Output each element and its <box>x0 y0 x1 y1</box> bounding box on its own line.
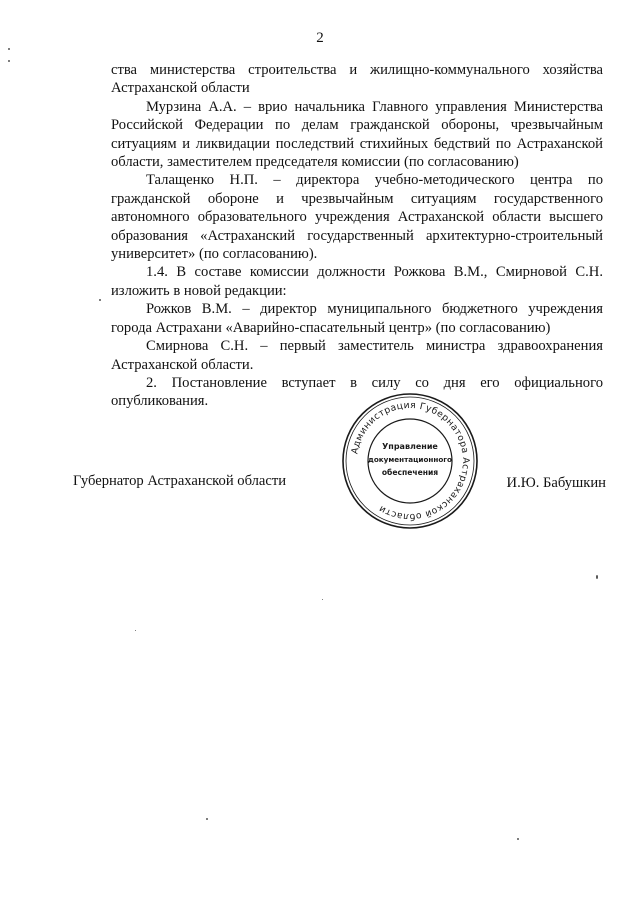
scan-speck <box>206 818 208 820</box>
signatory-name: И.Ю. Бабушкин <box>506 475 606 491</box>
paragraph-murzina: Мурзина А.А. – врио начальника Главного управления Министерства Российской Федерации по делам гражданской обороны, чрезвычайным ситуациям и ликвидации последствий стихийных бедствий по Астраханской области, заместителем председателя комиссии (по согласованию) <box>111 98 603 171</box>
scan-speck <box>596 575 598 579</box>
official-seal <box>340 391 480 531</box>
paragraph-talashchenko: Талащенко Н.П. – директора учебно-методического центра по гражданской обороне и чрезвычайным ситуациям государственного автономного образовательного учреждения Астраханской области высшего образования «Астраханский государственный архитектурно-строительный университет» (по согласованию). <box>111 172 603 263</box>
seal-ring-text: Администрация Губернатора Астраханской области <box>349 399 472 523</box>
page-number: 2 <box>316 30 324 46</box>
scan-speck <box>517 838 519 840</box>
signatory-position: Губернатор Астраханской области <box>73 473 287 489</box>
paragraph-rozhkov: Рожков В.М. – директор муниципального бюджетного учреждения города Астрахани «Аварийно-спасательный центр» (по согласованию) <box>111 301 603 336</box>
seal-center-line-2: документационного <box>368 455 452 464</box>
paragraph-clause-1-4: 1.4. В составе комиссии должности Рожкова В.М., Смирновой С.Н. изложить в новой редакции: <box>111 264 603 299</box>
scan-speck <box>99 299 101 301</box>
scan-speck <box>8 60 10 62</box>
document-body <box>111 61 603 411</box>
seal-center-line-3: обеспечения <box>381 468 439 477</box>
paragraph-clause-2: 2. Постановление вступает в силу со дня его официального опубликования. <box>111 374 603 410</box>
scan-speck <box>8 48 10 50</box>
paragraph-continuation: ства министерства строительства и жилищно-коммунального хозяйства Астраханской области <box>111 62 603 97</box>
scan-speck <box>322 599 323 600</box>
scan-speck <box>135 630 136 631</box>
paragraph-smirnova: Смирнова С.Н. – первый заместитель министра здравоохранения Астраханской области. <box>111 338 603 373</box>
seal-graphic <box>340 391 480 531</box>
seal-center-line-1: Управление <box>382 442 438 451</box>
